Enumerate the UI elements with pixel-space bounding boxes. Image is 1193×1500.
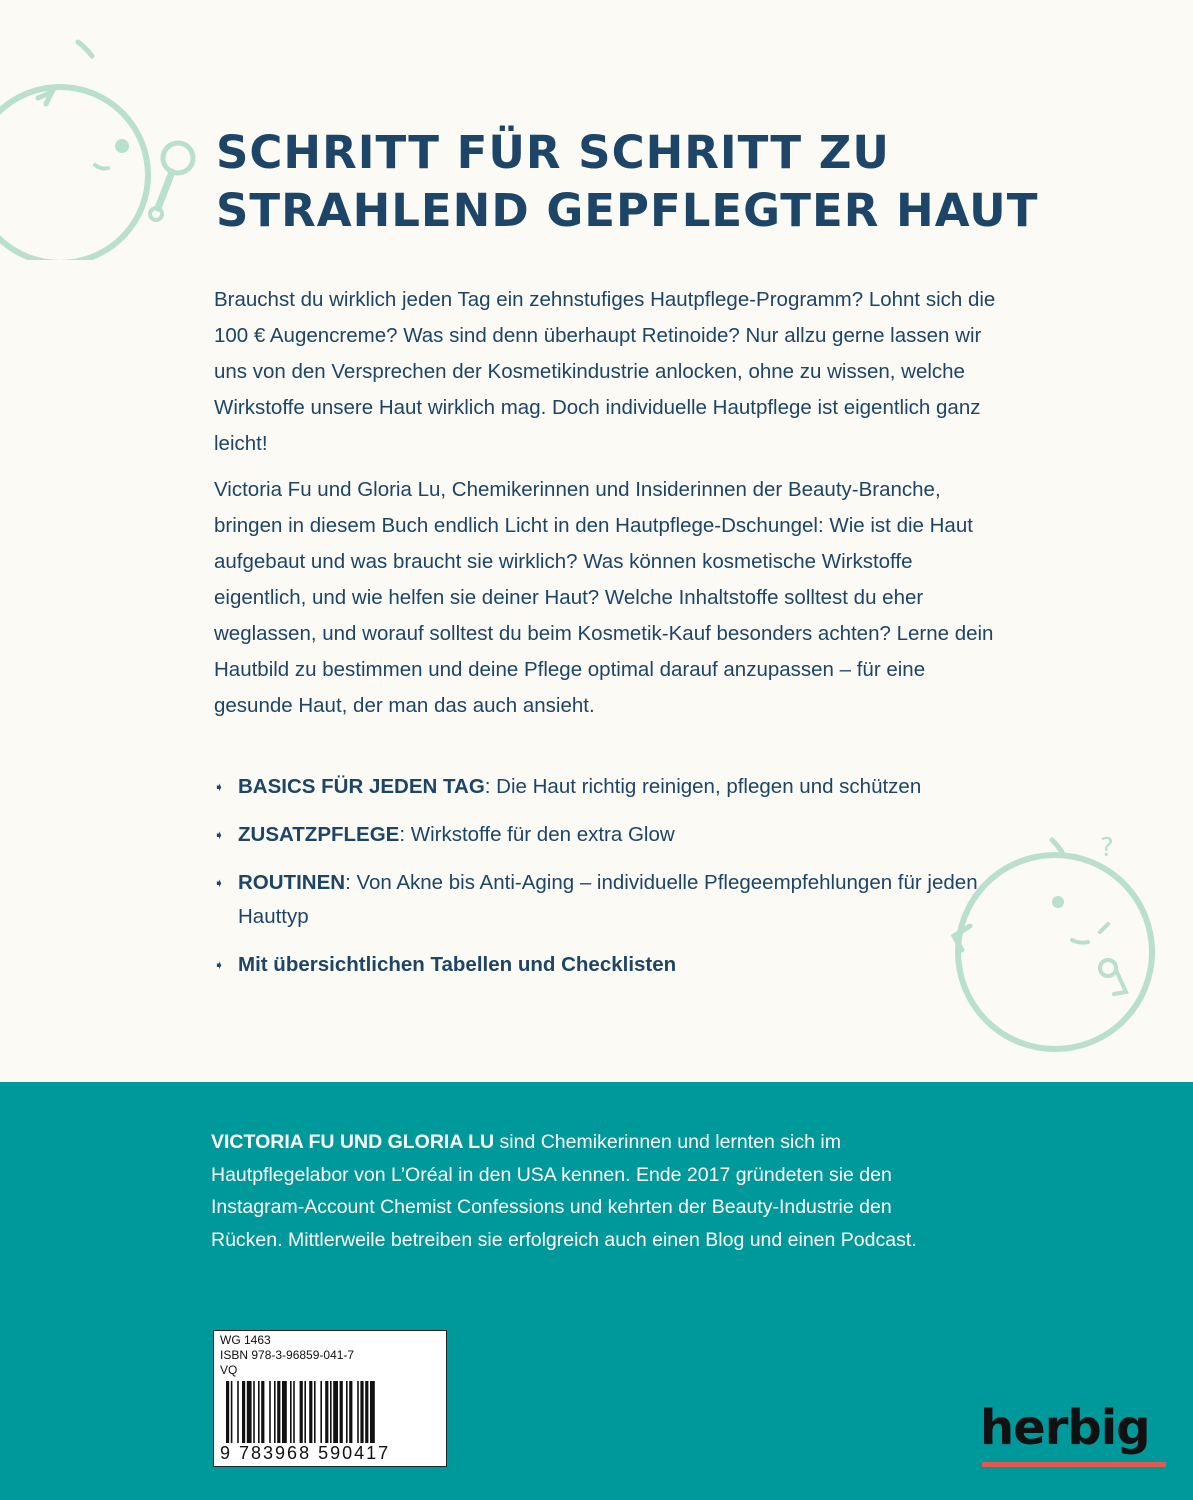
feature-item: [214, 770, 1014, 804]
intro-paragraph-1: Brauchst du wirklich jeden Tag ein zehnstufiges Hautpflege-Programm? Lohnt sich die 100 € Augencreme? Was sind denn überhaupt Retinoide? Nur allzu gerne lassen wir uns von den Versprechen der Kosmetikindustrie anlocken, ohne zu wissen, welche Wirkstoffe unsere Haut wirklich mag. Doch individuelle Hautpflege ist eigentlich ganz leicht!: [214, 288, 996, 455]
barcode-bars-icon: [224, 1381, 438, 1443]
arrow-bullet-icon: ➧: [214, 828, 225, 842]
feature-label: ZUSATZPFLEGE: [238, 823, 400, 846]
warengruppe: WG 1463: [220, 1333, 271, 1347]
author-bio: [211, 1126, 951, 1256]
headline-line-2: STRAHLEND GEPFLEGTER HAUT: [216, 184, 1039, 237]
svg-text:?: ?: [1100, 833, 1114, 863]
feature-list: [214, 770, 1014, 996]
face-doodle-top-left: [0, 30, 200, 260]
feature-text: : Von Akne bis Anti-Aging – individuelle Pflegeempfehlungen für jeden Hauttyp: [238, 871, 978, 928]
arrow-bullet-icon: ➧: [214, 780, 225, 794]
feature-item: [214, 818, 1014, 852]
feature-label: Mit übersichtlichen Tabellen und Checklisten: [238, 953, 677, 976]
arrow-bullet-icon: ➧: [214, 876, 225, 890]
publisher-logo: herbig: [980, 1400, 1150, 1456]
feature-label: BASICS FÜR JEDEN TAG: [238, 775, 485, 798]
feature-item: [214, 866, 1014, 934]
feature-text: : Wirkstoffe für den extra Glow: [399, 823, 675, 846]
author-names: VICTORIA FU UND GLORIA LU: [211, 1131, 495, 1153]
vq-code: VQ: [220, 1363, 238, 1377]
headline-line-1: SCHRITT FÜR SCHRITT ZU: [216, 126, 890, 179]
barcode-label: [213, 1330, 447, 1467]
arrow-bullet-icon: ➧: [214, 958, 225, 972]
feature-label: ROUTINEN: [238, 871, 346, 894]
intro-text: [214, 282, 1004, 734]
feature-text: : Die Haut richtig reinigen, pflegen und schützen: [484, 775, 922, 798]
author-bio-text: sind Chemikerinnen und lernten sich im Hautpflegelabor von L’Oréal in den USA kennen. Ende 2017 gründeten sie den Instagram-Account Chemist Confessions und kehrten der Beauty-Industrie den Rücken. Mittlerweile betreiben sie erfolgreich auch einen Blog und einen Podcast.: [211, 1131, 917, 1251]
isbn: ISBN 978-3-96859-041-7: [220, 1348, 355, 1362]
barcode-digits: 9 783968 590417: [220, 1443, 391, 1463]
intro-paragraph-2: Victoria Fu und Gloria Lu, Chemikerinnen und Insiderinnen der Beauty-Branche, bringen in diesem Buch endlich Licht in den Hautpflege-Dschungel: Wie ist die Haut aufgebaut und was braucht sie wirklich? Was können kosmetische Wirkstoffe eigentlich, und wie helfen sie deiner Haut? Welche Inhaltstoffe solltest du eher weglassen, und worauf solltest du beim Kosmetik-Kauf besonders achten? Lerne dein Hautbild zu bestimmen und deine Pflege optimal darauf anzupassen – für eine gesunde Haut, der man das auch ansieht.: [214, 478, 994, 717]
publisher-logo-underline: [982, 1462, 1166, 1467]
headline: [216, 124, 1116, 240]
feature-item: [214, 948, 1014, 982]
